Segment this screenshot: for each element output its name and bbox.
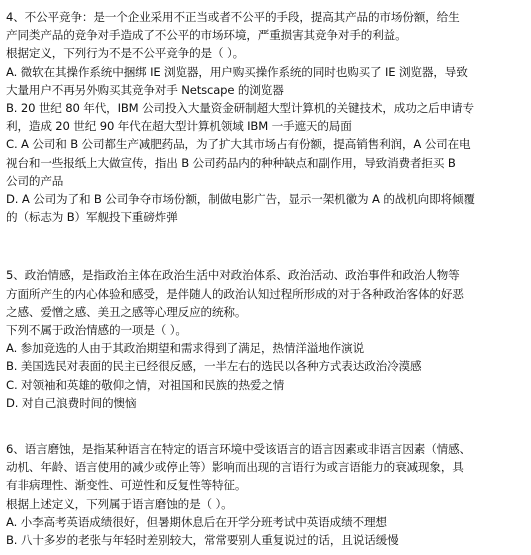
- question-4-option-d: D. A 公司为了和 B 公司争夺市场份额，制做电影广告，显示一架机徽为 A 的战机向即将倾覆: [6, 192, 475, 207]
- question-4-option-d: 的（标志为 B）军舰投下重磅炸弹: [6, 210, 178, 225]
- question-4-option-c: C. A 公司和 B 公司都生产减肥药品，为了扩大其市场占有份额，提高销售利润，A 公司在电: [6, 137, 471, 152]
- question-5-option-c: C. 对领袖和英雄的敬仰之情，对祖国和民族的热爱之情: [6, 377, 285, 392]
- question-4-stem: 产同类产品的竞争对手造成了不公平的市场环境，严重损害其竞争对手的利益。: [6, 28, 407, 43]
- question-4-prompt: 根据定义，下列行为不是不公平竞争的是（ ）。: [6, 46, 245, 61]
- question-4-option-c: 公司的产品: [6, 173, 64, 188]
- question-5-option-b: B. 美国选民对表面的民主已经很反感，一半左右的选民以各种方式表达政治冷漠感: [6, 359, 422, 374]
- question-4-option-a: 大量用户不再另外购买其竞争对手 Netscape 的浏览器: [6, 82, 284, 97]
- question-5-stem: 5、政治情感，是指政治主体在政治生活中对政治体系、政治活动、政治事件和政治人物等: [6, 268, 460, 283]
- question-5-stem: 之感、爱憎之感、美丑之感等心理反应的统称。: [6, 304, 247, 319]
- question-5-option-d: D. 对自己浪费时间的懊恼: [6, 395, 137, 410]
- question-6-prompt: 根据上述定义，下列属于语言磨蚀的是（ ）。: [6, 496, 233, 511]
- question-4-option-b: B. 20 世纪 80 年代，IBM 公司投入大量资金研制超大型计算机的关键技术，成功之后申请专: [6, 101, 474, 116]
- question-6-stem: 动机、年龄、语言使用的减少或停止等）影响而出现的言语行为或言语能力的衰减现象，具: [6, 460, 464, 475]
- question-6-option-a: A. 小李高考英语成绩很好，但暑期休息后在开学分班考试中英语成绩不理想: [6, 514, 387, 529]
- question-5: [6, 266, 525, 412]
- question-4: [6, 8, 525, 226]
- question-4-option-a: A. 微软在其操作系统中捆绑 IE 浏览器，用户购买操作系统的同时也购买了 IE 浏览器，导致: [6, 64, 468, 79]
- question-4-option-b: 利，造成 20 世纪 90 年代在超大型计算机领域 IBM 一手遮天的局面: [6, 119, 352, 134]
- question-5-prompt: 下列不属于政治情感的一项是（ ）。: [6, 323, 187, 338]
- question-5-option-a: A. 参加竞选的人由于其政治期望和需求得到了满足，热情洋溢地作演说: [6, 341, 364, 356]
- question-5-stem: 方面所产生的内心体验和感受，是伴随人的政治认知过程所形成的对于各种政治客体的好恶: [6, 286, 464, 301]
- question-6-stem: 6、语言磨蚀，是指某种语言在特定的语言环境中受该语言的语言因素或非语言因素（情感、: [6, 442, 471, 457]
- document-page: [6, 8, 525, 549]
- question-6-stem: 有非病理性、渐变性、可逆性和反复性等特征。: [6, 478, 247, 493]
- question-6-option-b: B. 八十多岁的老张与年轻时差别较大，常常要别人重复说过的话，且说话缓慢: [6, 533, 399, 548]
- question-6: [6, 440, 525, 549]
- question-4-option-c: 视台和一些报纸上大做宣传，指出 B 公司药品内的种种缺点和副作用，导致消费者拒买 B: [6, 155, 456, 170]
- question-4-stem: 4、不公平竞争：是一个企业采用不正当或者不公平的手段，提高其产品的市场份额，给生: [6, 10, 460, 24]
